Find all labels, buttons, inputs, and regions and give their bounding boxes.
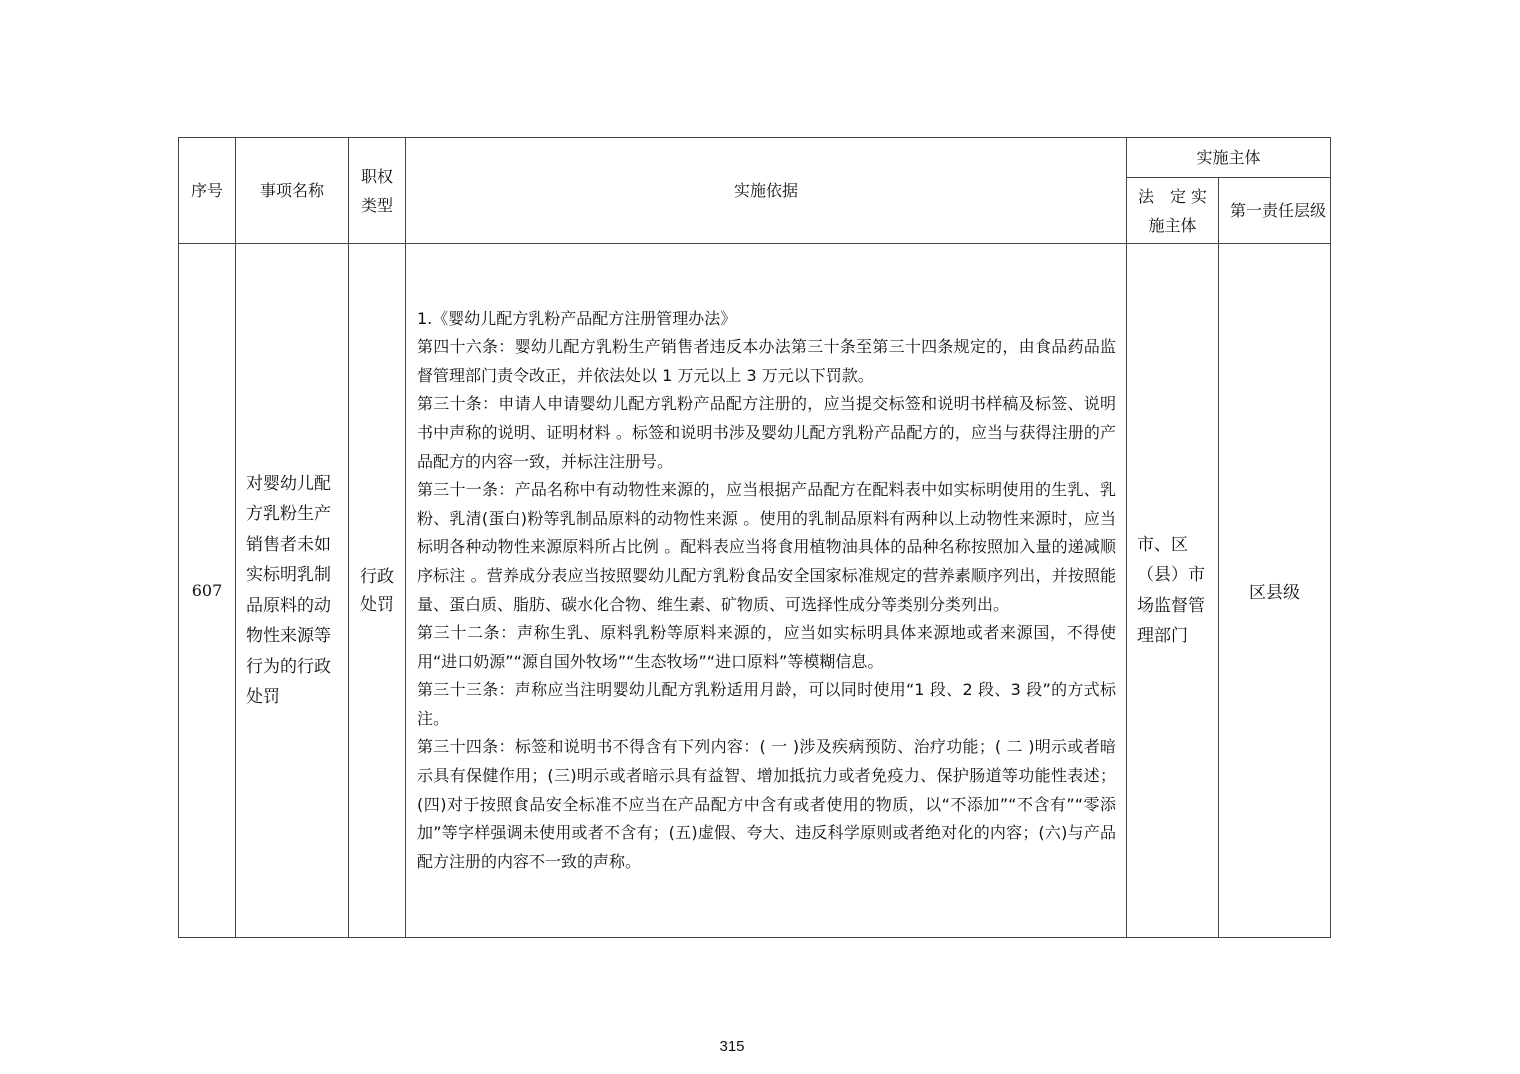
basis-paragraph: 第四十六条：婴幼儿配方乳粉生产销售者违反本办法第三十条至第三十四条规定的，由食品药品监督管理部门责令改正，并依法处以 1 万元以上 3 万元以下罚款。 [417,337,1116,385]
basis-paragraph: 第三十二条：声称生乳、原料乳粉等原料来源的，应当如实标明具体来源地或者来源国，不得使用“进口奶源”“源自国外牧场”“生态牧场”“进口原料”等模糊信息。 [417,623,1116,671]
row-authority-type: 行政处罚 [349,244,406,938]
basis-paragraph: 第三十一条：产品名称中有动物性来源的，应当根据产品配方在配料表中如实标明使用的生乳、乳粉、乳清(蛋白)粉等乳制品原料的动物性来源 。使用的乳制品原料有两种以上动物性来源时，应当标明各种动物性来源原料所占比例 。配料表应当将食用植物油具体的品种名称按照加入量的递减顺序标注 。营养成分表应当按照婴幼儿配方乳粉食品安全国家标准规定的营养素顺序列出，并按照能量、蛋白质、脂肪、碳水化合物、维生素、矿物质、可选择性成分等类别分类列出。 [417,480,1116,614]
header-authority-type: 职权类型 [349,138,406,244]
basis-paragraph: 1.《婴幼儿配方乳粉产品配方注册管理办法》 [417,308,737,328]
page-number: 315 [719,1038,745,1055]
header-legal-implementer: 法 定 实施主体 [1127,178,1219,244]
row-primary-level: 区县级 [1219,244,1331,938]
enforcement-table [178,137,1331,938]
header-primary-level: 第一责任层级 [1219,178,1331,244]
header-item-name: 事项名称 [236,138,349,244]
row-legal-implementer: 市、区（县）市场监督管理部门 [1127,244,1219,938]
row-item-name: 对婴幼儿配方乳粉生产销售者未如实标明乳制品原料的动物性来源等行为的行政处罚 [236,244,349,938]
basis-paragraph: 第三十条：申请人申请婴幼儿配方乳粉产品配方注册的，应当提交标签和说明书样稿及标签、说明书中声称的说明、证明材料 。标签和说明书涉及婴幼儿配方乳粉产品配方的，应当与获得注册的产品配方的内容一致，并标注注册号。 [417,394,1116,471]
basis-paragraph: 第三十三条：声称应当注明婴幼儿配方乳粉适用月龄，可以同时使用“1 段、2 段、3 段”的方式标注。 [417,680,1116,728]
row-basis [406,244,1127,938]
header-implementer-group: 实施主体 [1127,138,1331,178]
row-index: 607 [179,244,236,938]
header-index: 序号 [179,138,236,244]
basis-paragraph: 第三十四条：标签和说明书不得含有下列内容：( 一 )涉及疾病预防、治疗功能；( 二 )明示或者暗示具有保健作用；(三)明示或者暗示具有益智、增加抵抗力或者免疫力、保护肠道等功能性表述；(四)对于按照食品安全标准不应当在产品配方中含有或者使用的物质，以“不添加”“不含有”“零添加”等字样强调未使用或者不含有；(五)虚假、夸大、违反科学原则或者绝对化的内容；(六)与产品配方注册的内容不一致的声称。 [417,737,1116,871]
header-basis: 实施依据 [406,138,1127,244]
